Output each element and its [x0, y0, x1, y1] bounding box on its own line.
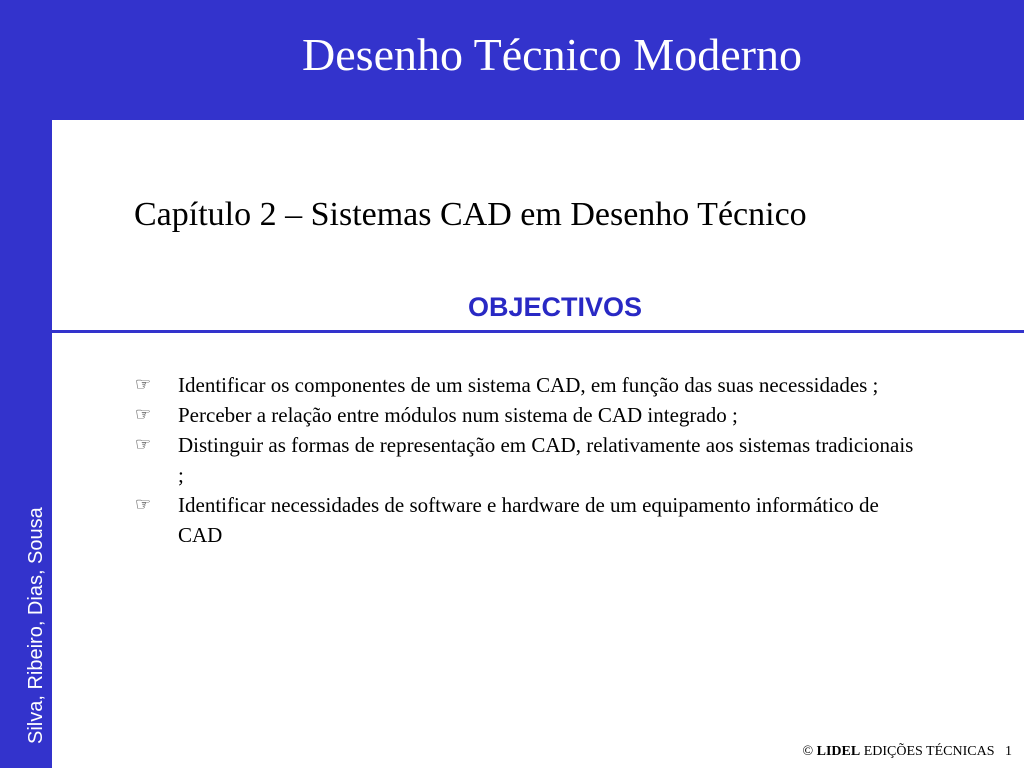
publisher-brand: LIDEL: [816, 744, 861, 759]
page-number: 1: [1005, 744, 1012, 759]
objective-text: Perceber a relação entre módulos num sistema de CAD integrado ;: [178, 403, 738, 427]
list-item: [135, 490, 915, 550]
pointing-hand-icon: ☞: [135, 494, 152, 515]
list-item: [135, 400, 915, 430]
list-item: [135, 370, 915, 400]
section-heading: OBJECTIVOS: [467, 292, 643, 322]
publisher-name: EDIÇÕES TÉCNICAS: [863, 744, 995, 759]
objective-text: Distinguir as formas de representação em CAD, relativamente aos sistemas tradicionais ;: [178, 433, 914, 487]
list-item: [135, 430, 915, 490]
objective-text: Identificar os componentes de um sistema CAD, em função das suas necessidades ;: [178, 373, 879, 397]
pointing-hand-icon: ☞: [135, 404, 152, 425]
slide-title: Desenho Técnico Moderno: [302, 28, 802, 80]
copyright-symbol: ©: [802, 744, 814, 759]
footer: [802, 744, 1012, 760]
chapter-title: Capítulo 2 – Sistemas CAD em Desenho Técnico: [134, 196, 807, 233]
objectives-list: [135, 370, 915, 550]
authors-label: Silva, Ribeiro, Dias, Sousa: [25, 507, 47, 744]
pointing-hand-icon: ☞: [135, 374, 152, 395]
section-divider: [52, 330, 1024, 333]
objective-text: Identificar necessidades de software e hardware de um equipamento informático de CAD: [178, 493, 879, 547]
pointing-hand-icon: ☞: [135, 434, 152, 455]
